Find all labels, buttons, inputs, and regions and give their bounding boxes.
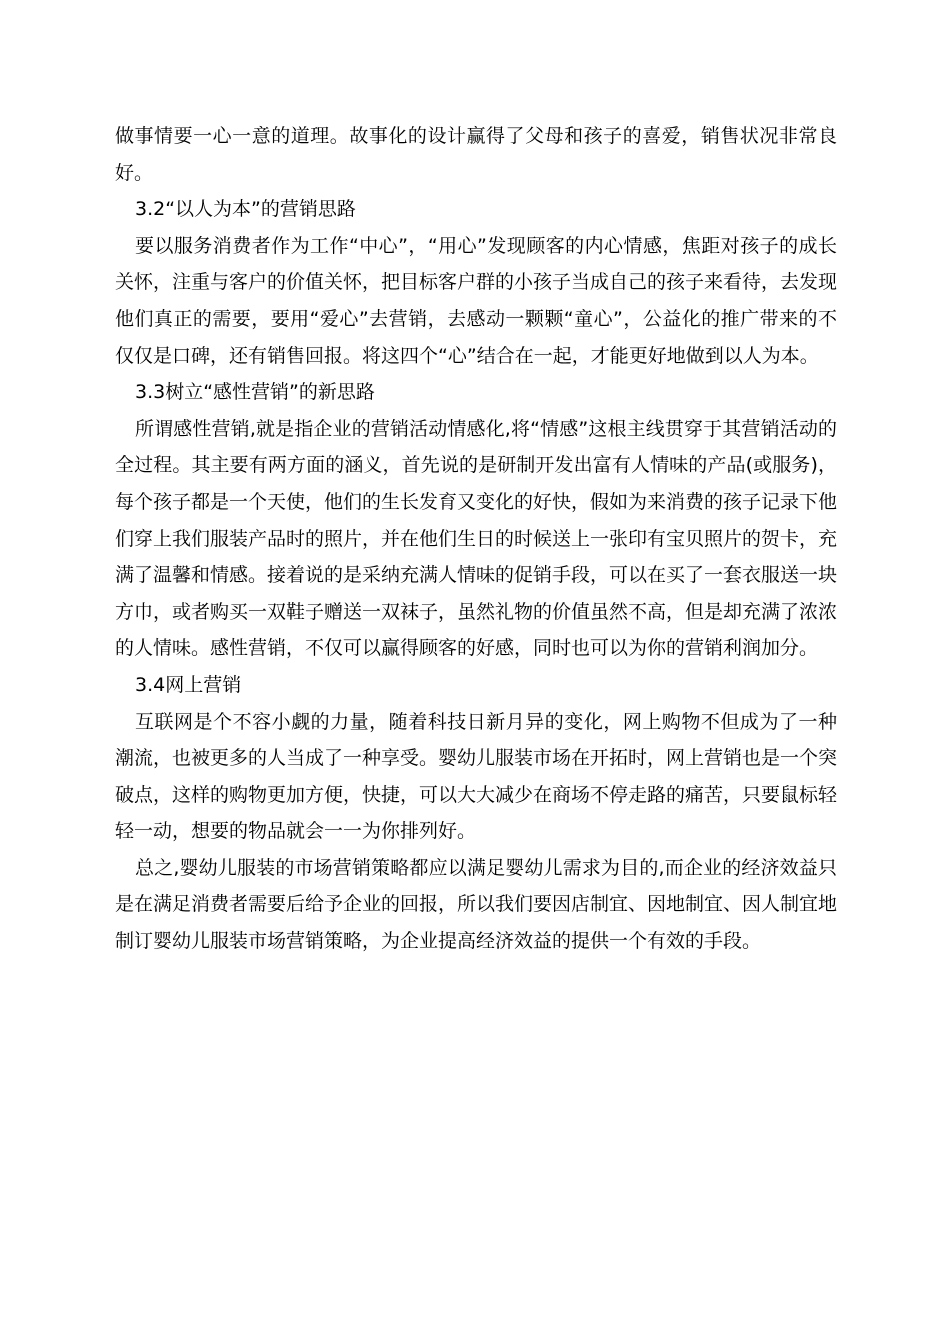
paragraph-conclusion: 总之,婴幼儿服装的市场营销策略都应以满足婴幼儿需求为目的,而企业的经济效益只是在满足消费者需要后给予企业的回报，所以我们要因店制宜、因地制宜、因人制宜地制订婴幼儿服装市场营销策略，为企业提高经济效益的提供一个有效的手段。 [115, 856, 838, 953]
paragraph-emotional-marketing: 所谓感性营销,就是指企业的营销活动情感化,将“情感”这根主线贯穿于其营销活动的全过程。其主要有两方面的涵义，首先说的是研制开发出富有人情味的产品(或服务)，每个孩子都是一个天使，他们的生长发育又变化的好快，假如为来消费的孩子记录下他们穿上我们服装产品时的照片，并在他们生日的时候送上一张印有宝贝照片的贺卡，充满了温馨和情感。接着说的是采纳充满人情味的促销手段，可以在买了一套衣服送一块方巾，或者购买一双鞋子赠送一双袜子，虽然礼物的价值虽然不高，但是却充满了浓浓的人情味。感性营销，不仅可以赢得顾客的好感，同时也可以为你的营销利润加分。 [115, 417, 838, 660]
paragraph-continuation: 做事情要一心一意的道理。故事化的设计赢得了父母和孩子的喜爱，销售状况非常良好。 [115, 125, 837, 184]
section-heading-3-2: 3.2“以人为本”的营销思路 [135, 198, 356, 221]
paragraph-online-marketing: 互联网是个不容小觑的力量，随着科技日新月异的变化，网上购物不但成为了一种潮流，也被更多的人当成了一种享受。婴幼儿服装市场在开拓时，网上营销也是一个突破点，这样的购物更加方便，快捷，可以大大减少在商场不停走路的痛苦，只要鼠标轻轻一动，想要的物品就会一一为你排列好。 [115, 710, 838, 843]
paragraph-people-oriented: 要以服务消费者作为工作“中心”，“用心”发现顾客的内心情感，焦距对孩子的成长关怀，注重与客户的价值关怀，把目标客户群的小孩子当成自己的孩子来看待，去发现他们真正的需要，要用“爱心”去营销，去感动一颗颗“童心”，公益化的推广带来的不仅仅是口碑，还有销售回报。将这四个“心”结合在一起，才能更好地做到以人为本。 [115, 234, 838, 367]
document-body [115, 118, 837, 960]
section-heading-3-3: 3.3树立“感性营销”的新思路 [135, 381, 375, 404]
section-heading-3-4: 3.4网上营销 [135, 673, 242, 696]
